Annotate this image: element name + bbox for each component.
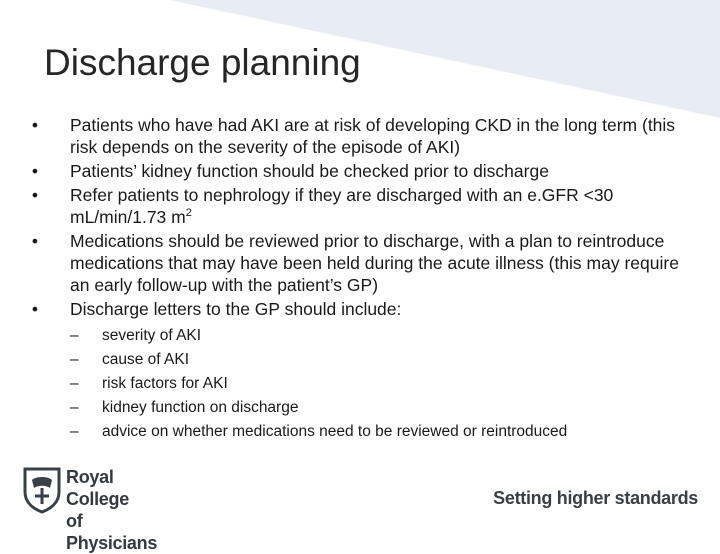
sub-item-text: cause of AKI: [102, 351, 190, 368]
bullet-marker: •: [31, 161, 39, 181]
sub-item-text: kidney function on discharge: [102, 399, 299, 416]
bullet-text: Discharge letters to the GP should include:: [70, 299, 402, 319]
logo-line-1: Royal College: [66, 467, 129, 509]
sub-item: [70, 396, 688, 420]
superscript-two: 2: [185, 207, 192, 220]
dash-marker: –: [70, 375, 79, 392]
sub-item-text: advice on whether medications need to be reviewed or reintroduced: [102, 423, 568, 440]
dash-marker: –: [70, 423, 79, 440]
logo-line-2: of Physicians: [66, 511, 158, 553]
logo-wordmark: [66, 466, 172, 554]
sub-item-text: severity of AKI: [102, 327, 202, 344]
bullet-text: Medications should be reviewed prior to discharge, with a plan to reintroduce medications that may have been held during the acute illness (this may require an early follow-up with the patient’s GP): [70, 231, 679, 295]
sub-item: [70, 324, 688, 348]
sub-list: [70, 324, 688, 444]
dash-marker: –: [70, 399, 79, 416]
bullet-item: [28, 230, 688, 296]
bullet-item: [28, 114, 688, 158]
sub-item: [70, 420, 688, 444]
tagline: Setting higher standards: [493, 488, 698, 508]
slide-title: Discharge planning: [44, 42, 361, 83]
rcp-logo: [22, 462, 172, 553]
bullet-item: [28, 160, 688, 182]
bullet-item: [28, 184, 688, 228]
crest-icon: [22, 466, 62, 514]
bullet-text: Patients who have had AKI are at risk of developing CKD in the long term (this risk depends on the severity of the episode of AKI): [70, 115, 676, 157]
bullet-marker: •: [31, 185, 39, 205]
sub-item: [70, 348, 688, 372]
sub-item: [70, 372, 688, 396]
dash-marker: –: [70, 351, 79, 368]
bullet-list: [28, 114, 688, 446]
bullet-text: Refer patients to nephrology if they are discharged with an e.GFR <30 mL/min/1.73 m: [70, 185, 614, 227]
dash-marker: –: [70, 327, 79, 344]
bullet-text: Patients’ kidney function should be checked prior to discharge: [70, 161, 549, 181]
bullet-marker: •: [31, 299, 39, 319]
sub-item-text: risk factors for AKI: [102, 375, 228, 392]
bullet-marker: •: [31, 115, 39, 135]
bullet-item: [28, 298, 688, 444]
bullet-marker: •: [31, 231, 39, 251]
